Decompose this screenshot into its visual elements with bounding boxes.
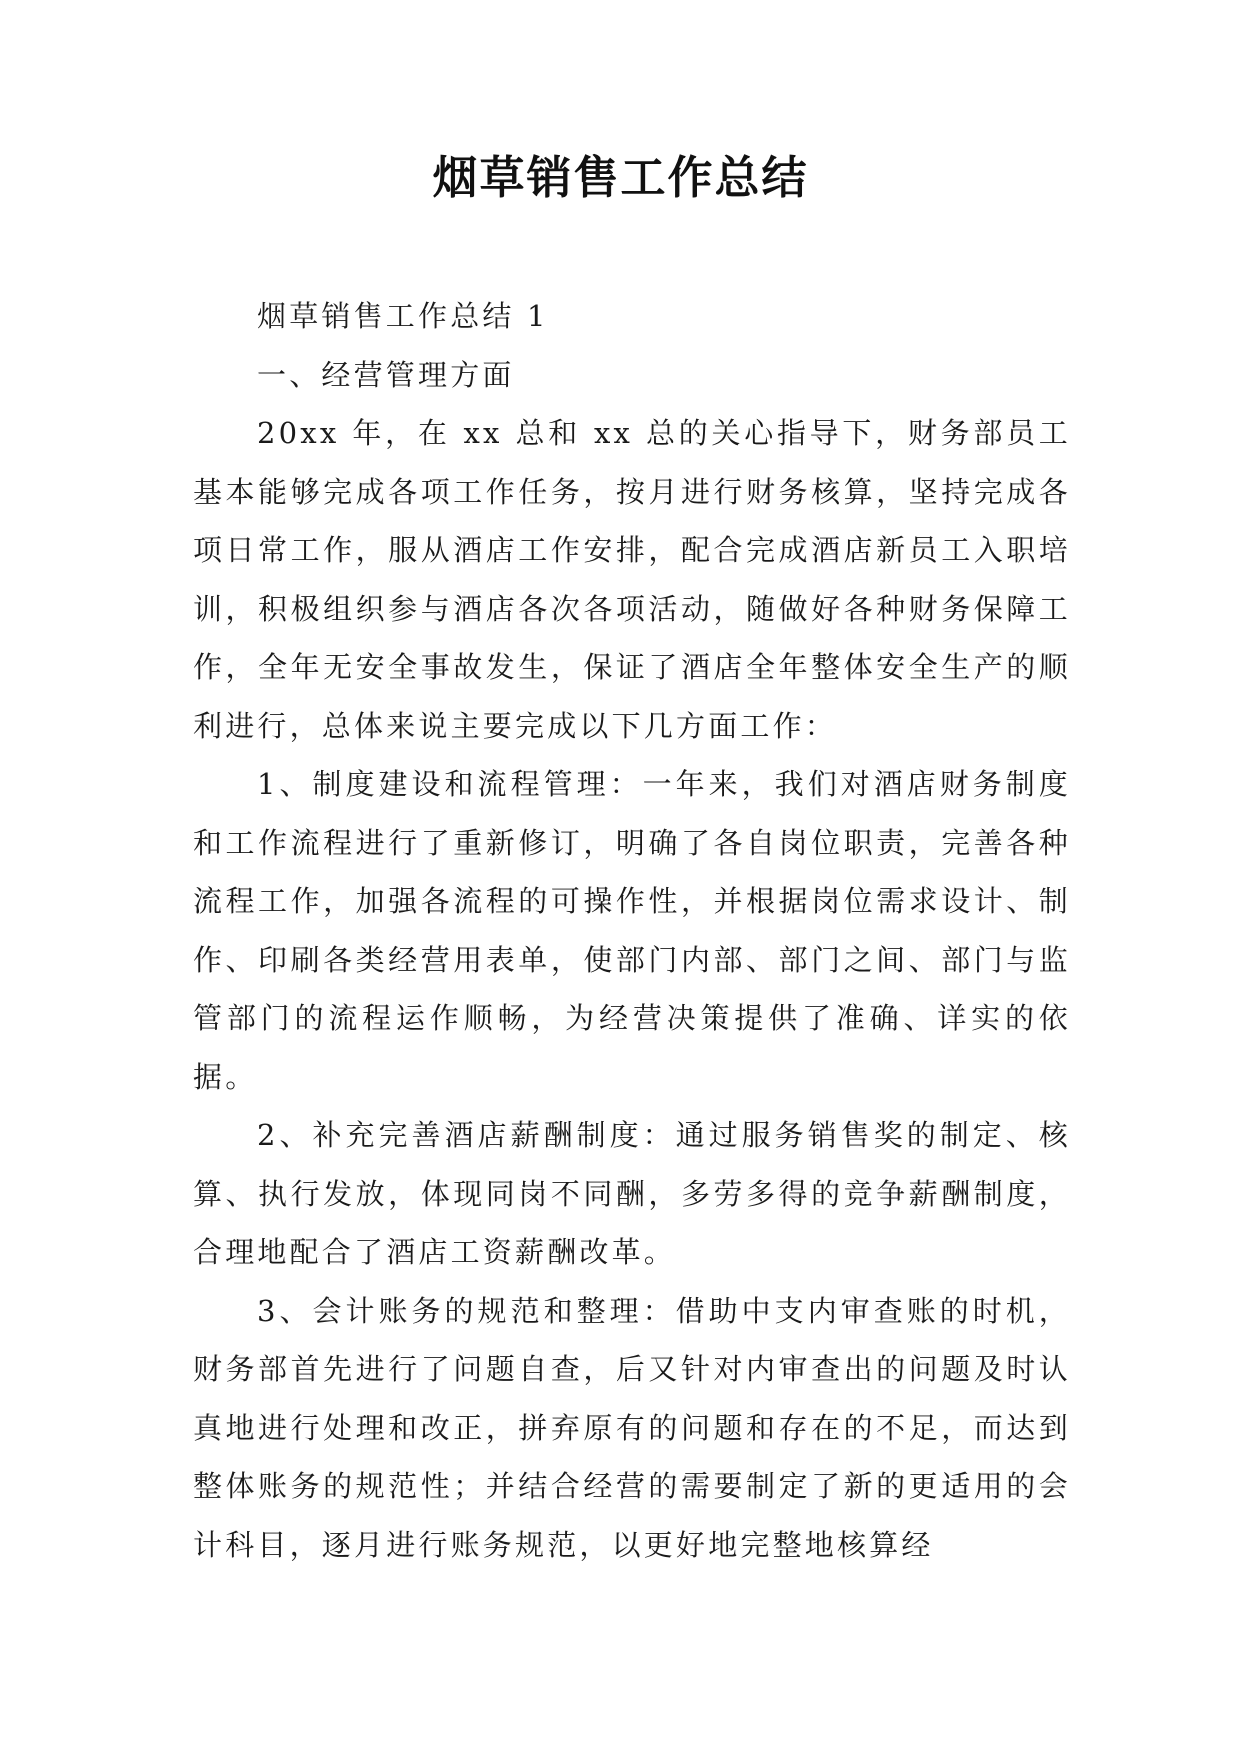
paragraph-item-2: 2、补充完善酒店薪酬制度：通过服务销售奖的制定、核算、执行发放，体现同岗不同酬，多劳多得的竞争薪酬制度，合理地配合了酒店工资薪酬改革。	[193, 1118, 1071, 1269]
paragraph-item-1: 1、制度建设和流程管理：一年来，我们对酒店财务制度和工作流程进行了重新修订，明确了各自岗位职责，完善各种流程工作，加强各流程的可操作性，并根据岗位需求设计、制作、印刷各类经营用表单，使部门内部、部门之间、部门与监管部门的流程运作顺畅，为经营决策提供了准确、详实的依据。	[193, 767, 1071, 1094]
document-title: 烟草销售工作总结	[432, 151, 809, 204]
paragraph-item-3: 3、会计账务的规范和整理：借助中支内审查账的时机，财务部首先进行了问题自查，后又针对内审查出的问题及时认真地进行处理和改正，拼弃原有的问题和存在的不足，而达到整体账务的规范性；并结合经营的需要制定了新的更适用的会计科目，逐月进行账务规范，以更好地完整地核算经	[193, 1293, 1071, 1562]
section-heading-1: 烟草销售工作总结 1	[257, 299, 549, 333]
subsection-heading: 一、经营管理方面	[257, 357, 515, 392]
document-body	[193, 287, 1071, 1574]
paragraph-intro: 20xx 年，在 xx 总和 xx 总的关心指导下，财务部员工基本能够完成各项工作任务，按月进行财务核算，坚持完成各项日常工作，服从酒店工作安排，配合完成酒店新员工入职培训，积极组织参与酒店各次各项活动，随做好各种财务保障工作，全年无安全事故发生，保证了酒店全年整体安全生产的顺利进行，总体来说主要完成以下几方面工作：	[193, 416, 1071, 743]
